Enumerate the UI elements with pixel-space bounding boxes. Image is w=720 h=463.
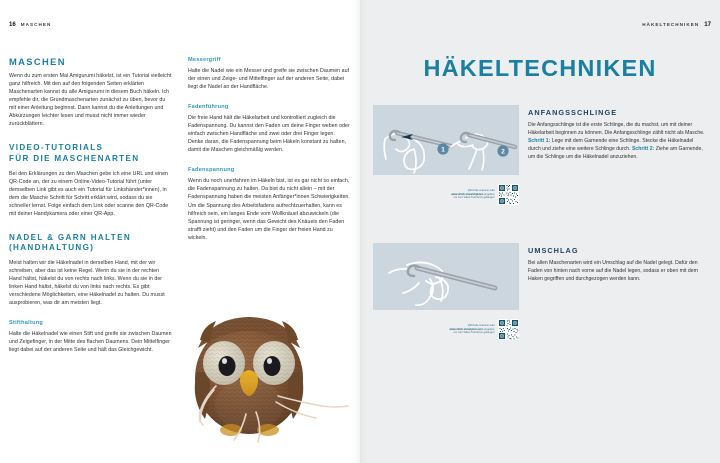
paragraph-maschen-intro: Wenn du zum ersten Mal Amigurumi häkelst, ist ein Tutorial vielleicht ganz hilfreich. Mit den auf den folgenden Seiten erklärten Maschenarten kannst du alle Amigurumi in diesem Buch häkeln. Ich empfehle dir, die Grundmaschenarten zunächst zu üben, bevor du mit einer Anleitung beginnst. Dann kannst du die Anleitungen und Abkürzungen leichter lesen und musst nicht immer wieder zurückblättern. (9, 73, 172, 128)
left-column-1 (9, 56, 172, 354)
qr-caption-umschlag-url: www.stitch.show/yarn-over (449, 327, 483, 331)
paragraph-umschlag: Bei allen Maschenarten wird ein Umschlag auf die Nadel gelegt. Dafür den Faden von hinten nach vorne auf die Nadel legen, sodass er oben mit dem Haken gegriffen und durchgezogen werden kann. (528, 260, 698, 282)
running-head-left (9, 21, 51, 28)
subheading-stifthaltung: Stifthaltung (9, 320, 44, 327)
qr-caption-umschlag-line1: QR-Code scannen oder (467, 324, 495, 328)
heading-nadel-garn-line2: (HANDHALTUNG) (9, 243, 95, 253)
crochet-hook-3 (408, 266, 495, 288)
yarn-over-diagram (373, 243, 519, 310)
anfangsschlinge-intro: Die Anfangsschlinge ist die erste Schlinge, die du machst, um mit deiner Häkelarbeit beginnen zu können. Die Anfangsschlinge zählt nicht als Masche. (528, 122, 705, 136)
folio-number-right: 17 (704, 21, 711, 28)
qr-code-anfangsschlinge[interactable] (498, 184, 519, 205)
figure-step-label-1: 1 (441, 146, 445, 154)
heading-umschlag: UMSCHLAG (528, 246, 579, 255)
paragraph-anfangsschlinge (528, 121, 707, 161)
heading-video-tutorials (9, 143, 172, 164)
qr-caption-umschlag (399, 324, 495, 335)
text-anfangsschlinge (528, 105, 707, 205)
heading-video-tutorials-line2: FÜR DIE MASCHENARTEN (9, 153, 140, 163)
owl-illustration (186, 300, 354, 463)
paragraph-handhaltung: Meist halten wir die Häkelnadel in derselben Hand, mit der wir schreiben, aber das ist keine Regel. Wenn du sie in der rechten Hand hältst, häkelst du von rechts nach links. Wenn du sie in der linken Hand hältst, häkelst du von links nach rechts. Es gibt verschiedene Möglichkeiten, eine Häkelnadel zu halten. Du musst ausprobieren, was dir am meisten liegt. (9, 259, 165, 307)
qr-code-umschlag[interactable] (498, 319, 519, 340)
paragraph-fadenfuehrung: Die freie Hand hält die Häkelarbeit und kontrolliert zugleich die Fadenspannung. Du kannst den Faden um deine Finger weben oder einfach zwischen Handfläche und zwei oder drei Finger legen. Denke daran, die Fadenspannung beim Häkeln konstant zu halten, damit die Maschen gleichmäßig werden. (188, 115, 350, 154)
qr-caption-umschlag-line3: um zum Video-Tutorial zu gelangen. (453, 331, 495, 335)
heading-nadel-garn-line1: NADEL & GARN HALTEN (9, 232, 132, 242)
step-2-text: Ziehe am Garnende, um die Schlinge um die Häkelnadel anzuziehen. (528, 146, 703, 160)
text-umschlag (528, 243, 707, 340)
heading-nadel-garn-halten (9, 233, 172, 254)
qr-row-umschlag[interactable] (373, 319, 519, 340)
qr-caption-line1: QR-Code scannen oder (467, 189, 495, 193)
paragraph-messergriff: Halte die Nadel wie ein Messer und greife sie zwischen Daumen auf der einen und Zeige- und Mittelfinger auf der anderen Seite, dabei liegt die Nadel an der Handfläche. (188, 68, 350, 91)
folio-number-left: 16 (9, 21, 16, 28)
heading-video-tutorials-line1: VIDEO-TUTORIALS (9, 143, 104, 153)
figure-box-anfangsschlinge (373, 105, 519, 175)
figure-umschlag (373, 243, 519, 340)
qr-caption-url: www.stitch.show/slipknot (451, 192, 483, 196)
figure-step-label-2: 2 (501, 148, 505, 156)
subheading-fadenfuehrung: Fadenführung (188, 104, 229, 111)
running-head-label-left: MASCHEN (20, 22, 52, 27)
step-2-label: Schritt 2: (631, 146, 655, 152)
qr-caption-anfangsschlinge (399, 189, 495, 200)
section-umschlag (373, 243, 707, 340)
subheading-messergriff: Messergriff (188, 57, 221, 63)
qr-caption-line3: um zum Video-Tutorial zu gelangen. (453, 196, 495, 200)
qr-caption-url-suffix: eingeben, (482, 192, 495, 196)
section-anfangsschlinge (373, 105, 707, 205)
qr-row-anfangsschlinge[interactable] (373, 184, 519, 205)
figure-anfangsschlinge (373, 105, 519, 205)
crochet-hook-2 (461, 133, 515, 147)
running-head-right (642, 21, 711, 28)
step-1-text: Lege mit dem Garnende eine Schlinge. Stecke die Häkelnadel durch und ziehe eine weitere Schlinge durch. (528, 138, 694, 152)
right-page (360, 0, 720, 463)
step-1-label: Schritt 1: (528, 138, 551, 144)
heading-anfangsschlinge: ANFANGSSCHLINGE (528, 108, 618, 117)
paragraph-video-tutorials: Bei den Erklärungen zu den Maschen gebe ich eine URL und einen QR-Code an, der zu einem Online-Video-Tutorial führt (unter demselben Link gibt es auch ein Tutorial für Linkshänder*innen), in dem die Masche Schritt für Schritt erklärt wird, sodass du sie schneller lernst. Folge einfach dem Link oder scanne den QR-Code mit deiner Handykamera oder einer QR-App. (9, 170, 169, 217)
qr-caption-umschlag-url-suffix: eingeben, (482, 327, 495, 331)
slipknot-diagram (373, 105, 519, 175)
owl-amigurumi-photo (186, 300, 354, 463)
paragraph-fadenspannung: Wenn du noch unerfahren im Häkeln bist, ist es gar nicht so einfach, die Fadenspannung zu halten. Da bist du nicht allein – mit der Fadenspannung haben die meisten Anfänger*innen Schwierigkeiten. Um die Spannung des Arbeitsfadens aufrechtzuerhalten, kann es hilfreich sein, ein langes Ende vom Wollknäuel abzuwickeln (die Spannung ist geringer, wenn das Gewicht des Knäuels den Faden strafft zieht) und den Faden um die Finger der freien Hand zu wickeln. (188, 178, 350, 241)
running-head-label-right: HÄKELTECHNIKEN (642, 22, 700, 27)
subheading-fadenspannung: Fadenspannung (188, 167, 235, 174)
heading-maschen: MASCHEN (9, 56, 66, 67)
page-title: HÄKELTECHNIKEN (423, 55, 657, 81)
figure-box-umschlag (373, 243, 519, 310)
paragraph-stifthaltung: Halte die Häkelnadel wie einen Stift und greife sie zwischen Daumen und Zeigefinger, in der Mitte des flachen Daumens. Dein Mittelfinger liegt dabei auf der anderen Seite und hält das Gleichgewicht. (9, 331, 172, 354)
